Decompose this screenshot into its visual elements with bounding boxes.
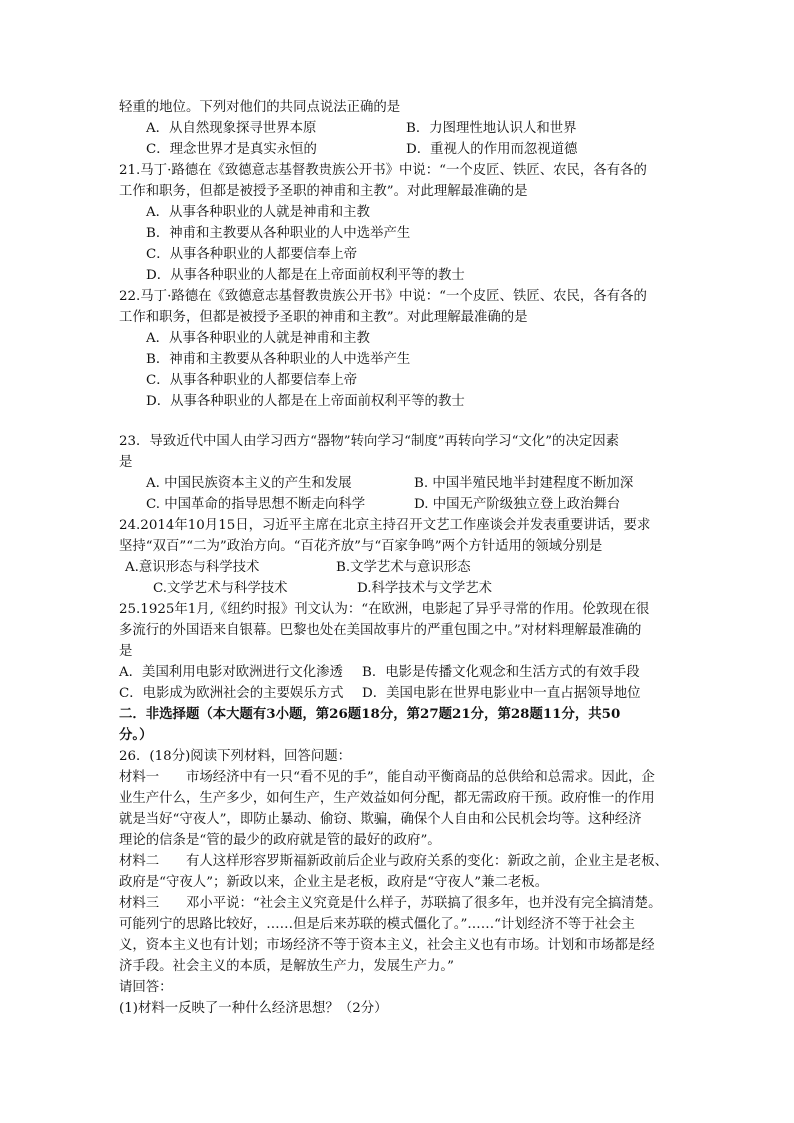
q25-stem-line-1: 25.1925年1月,《纽约时报》刊文认为：“在欧洲，电影起了异乎寻常的作用。伦敦现在很 (119, 602, 650, 617)
q22-stem-line-1: 22.马丁·路德在《致德意志基督教贵族公开书》中说：“一个皮匠、铁匠、农民，各有各的 (119, 289, 647, 304)
material-3-line-4: 济手段。社会主义的本质，是解放生产力，发展生产力。” (119, 959, 454, 974)
q24-option-d: D.科学技术与文学艺术 (357, 581, 493, 596)
q24-option-a: A.意识形态与科学技术 (125, 560, 260, 575)
q22-option-d: D．从事各种职业的人都是在上帝面前权利平等的教士 (146, 394, 465, 409)
q25-option-c: C．电影成为欧洲社会的主要娱乐方式 (119, 686, 344, 701)
q21-option-c: C．从事各种职业的人都要信奉上帝 (146, 247, 358, 262)
answer-prompt: 请回答： (119, 980, 173, 995)
section-heading-line-1: 二．非选择题（本大题有3小题，第26题18分，第27题21分，第28题11分，共50 (119, 706, 621, 722)
material-3-line-1: 材料三 邓小平说：“社会主义究竟是什么样子，苏联搞了很多年，也并没有完全搞清楚。 (119, 896, 662, 911)
q25-option-d: D．美国电影在世界电影业中一直占据领导地位 (362, 686, 641, 701)
q20-option-a: A．从自然现象探寻世界本原 (146, 121, 317, 136)
q25-option-a: A．美国利用电影对欧洲进行文化渗透 (119, 665, 343, 680)
q20-option-b: B．力图理性地认识人和世界 (406, 121, 577, 136)
material-1-line-4: 理论的信条是“管的最少的政府就是管的最好的政府”。 (119, 833, 441, 848)
q24-stem-line-2: 坚持“双百”“二为”政治方向。“百花齐放”与“百家争鸣”两个方针适用的领域分别是 (119, 539, 603, 554)
material-1-line-1: 材料一 市场经济中有一只“看不见的手”，能自动平衡商品的总供给和总需求。因此，企 (119, 770, 655, 785)
material-3-line-3: 义，资本主义也有计划；市场经济不等于资本主义，社会主义也有市场。计划和市场都是经 (119, 938, 655, 953)
q21-option-d: D．从事各种职业的人都是在上帝面前权利平等的教士 (146, 268, 465, 283)
material-3-line-2: 可能列宁的思路比较好，……但是后来苏联的模式僵化了。”……“计划经济不等于社会主 (119, 917, 635, 932)
q23-option-d: D. 中国无产阶级独立登上政治舞台 (414, 497, 621, 512)
material-1-line-2: 业生产什么，生产多少，如何生产，生产效益如何分配，都无需政府干预。政府惟一的作用 (119, 791, 655, 806)
material-1-line-3: 就是当好“守夜人”，即防止暴动、偷窃、欺骗，确保个人自由和公民机会均等。这种经济 (119, 812, 642, 827)
q20-stem-end: 轻重的地位。下列对他们的共同点说法正确的是 (119, 100, 401, 115)
q24-option-c: C.文学艺术与科学技术 (153, 581, 288, 596)
q26-stem: 26．(18分)阅读下列材料，回答问题： (119, 749, 351, 764)
q21-option-a: A．从事各种职业的人就是神甫和主教 (146, 205, 370, 220)
material-2-line-1: 材料二 有人这样形容罗斯福新政前后企业与政府关系的变化：新政之前，企业主是老板、 (119, 854, 669, 869)
q23-option-b: B. 中国半殖民地半封建程度不断加深 (414, 476, 634, 491)
q23-stem-line-1: 23．导致近代中国人由学习西方“器物”转向学习“制度”再转向学习“文化”的决定因素 (119, 434, 620, 449)
q25-stem-line-2: 多流行的外国语来自银幕。巴黎也处在美国故事片的严重包围之中。”对材料理解最准确的 (119, 623, 642, 638)
q25-stem-line-3: 是 (119, 644, 133, 659)
q20-option-d: D．重视人的作用而忽视道德 (406, 142, 578, 157)
q22-option-c: C．从事各种职业的人都要信奉上帝 (146, 373, 358, 388)
q24-option-b: B.文学艺术与意识形态 (336, 560, 471, 575)
q24-stem-line-1: 24.2014年10月15日，习近平主席在北京主持召开文艺工作座谈会并发表重要讲话，要求 (119, 518, 651, 533)
q22-option-b: B．神甫和主教要从各种职业的人中选举产生 (146, 352, 411, 367)
section-heading-line-2: 分。） (119, 727, 153, 743)
material-2-line-2: 政府是“守夜人”；新政以来，企业主是老板，政府是“守夜人”兼二老板。 (119, 875, 549, 890)
q26-subquestion-1: (1)材料一反映了一种什么经济思想？（2分） (119, 1001, 388, 1016)
q21-option-b: B．神甫和主教要从各种职业的人中选举产生 (146, 226, 411, 241)
q23-option-c: C. 中国革命的指导思想不断走向科学 (146, 497, 366, 512)
q21-stem-line-2: 工作和职务，但都是被授予圣职的神甫和主教”。对此理解最准确的是 (119, 184, 528, 199)
q20-option-c: C．理念世界才是真实永恒的 (146, 142, 317, 157)
q23-option-a: A. 中国民族资本主义的产生和发展 (146, 476, 352, 491)
q22-stem-line-2: 工作和职务，但都是被授予圣职的神甫和主教”。对此理解最准确的是 (119, 310, 528, 325)
q22-option-a: A．从事各种职业的人就是神甫和主教 (146, 331, 370, 346)
q21-stem-line-1: 21.马丁·路德在《致德意志基督教贵族公开书》中说：“一个皮匠、铁匠、农民，各有各的 (119, 163, 647, 178)
q25-option-b: B．电影是传播文化观念和生活方式的有效手段 (362, 665, 640, 680)
q23-stem-line-2: 是 (119, 455, 133, 470)
